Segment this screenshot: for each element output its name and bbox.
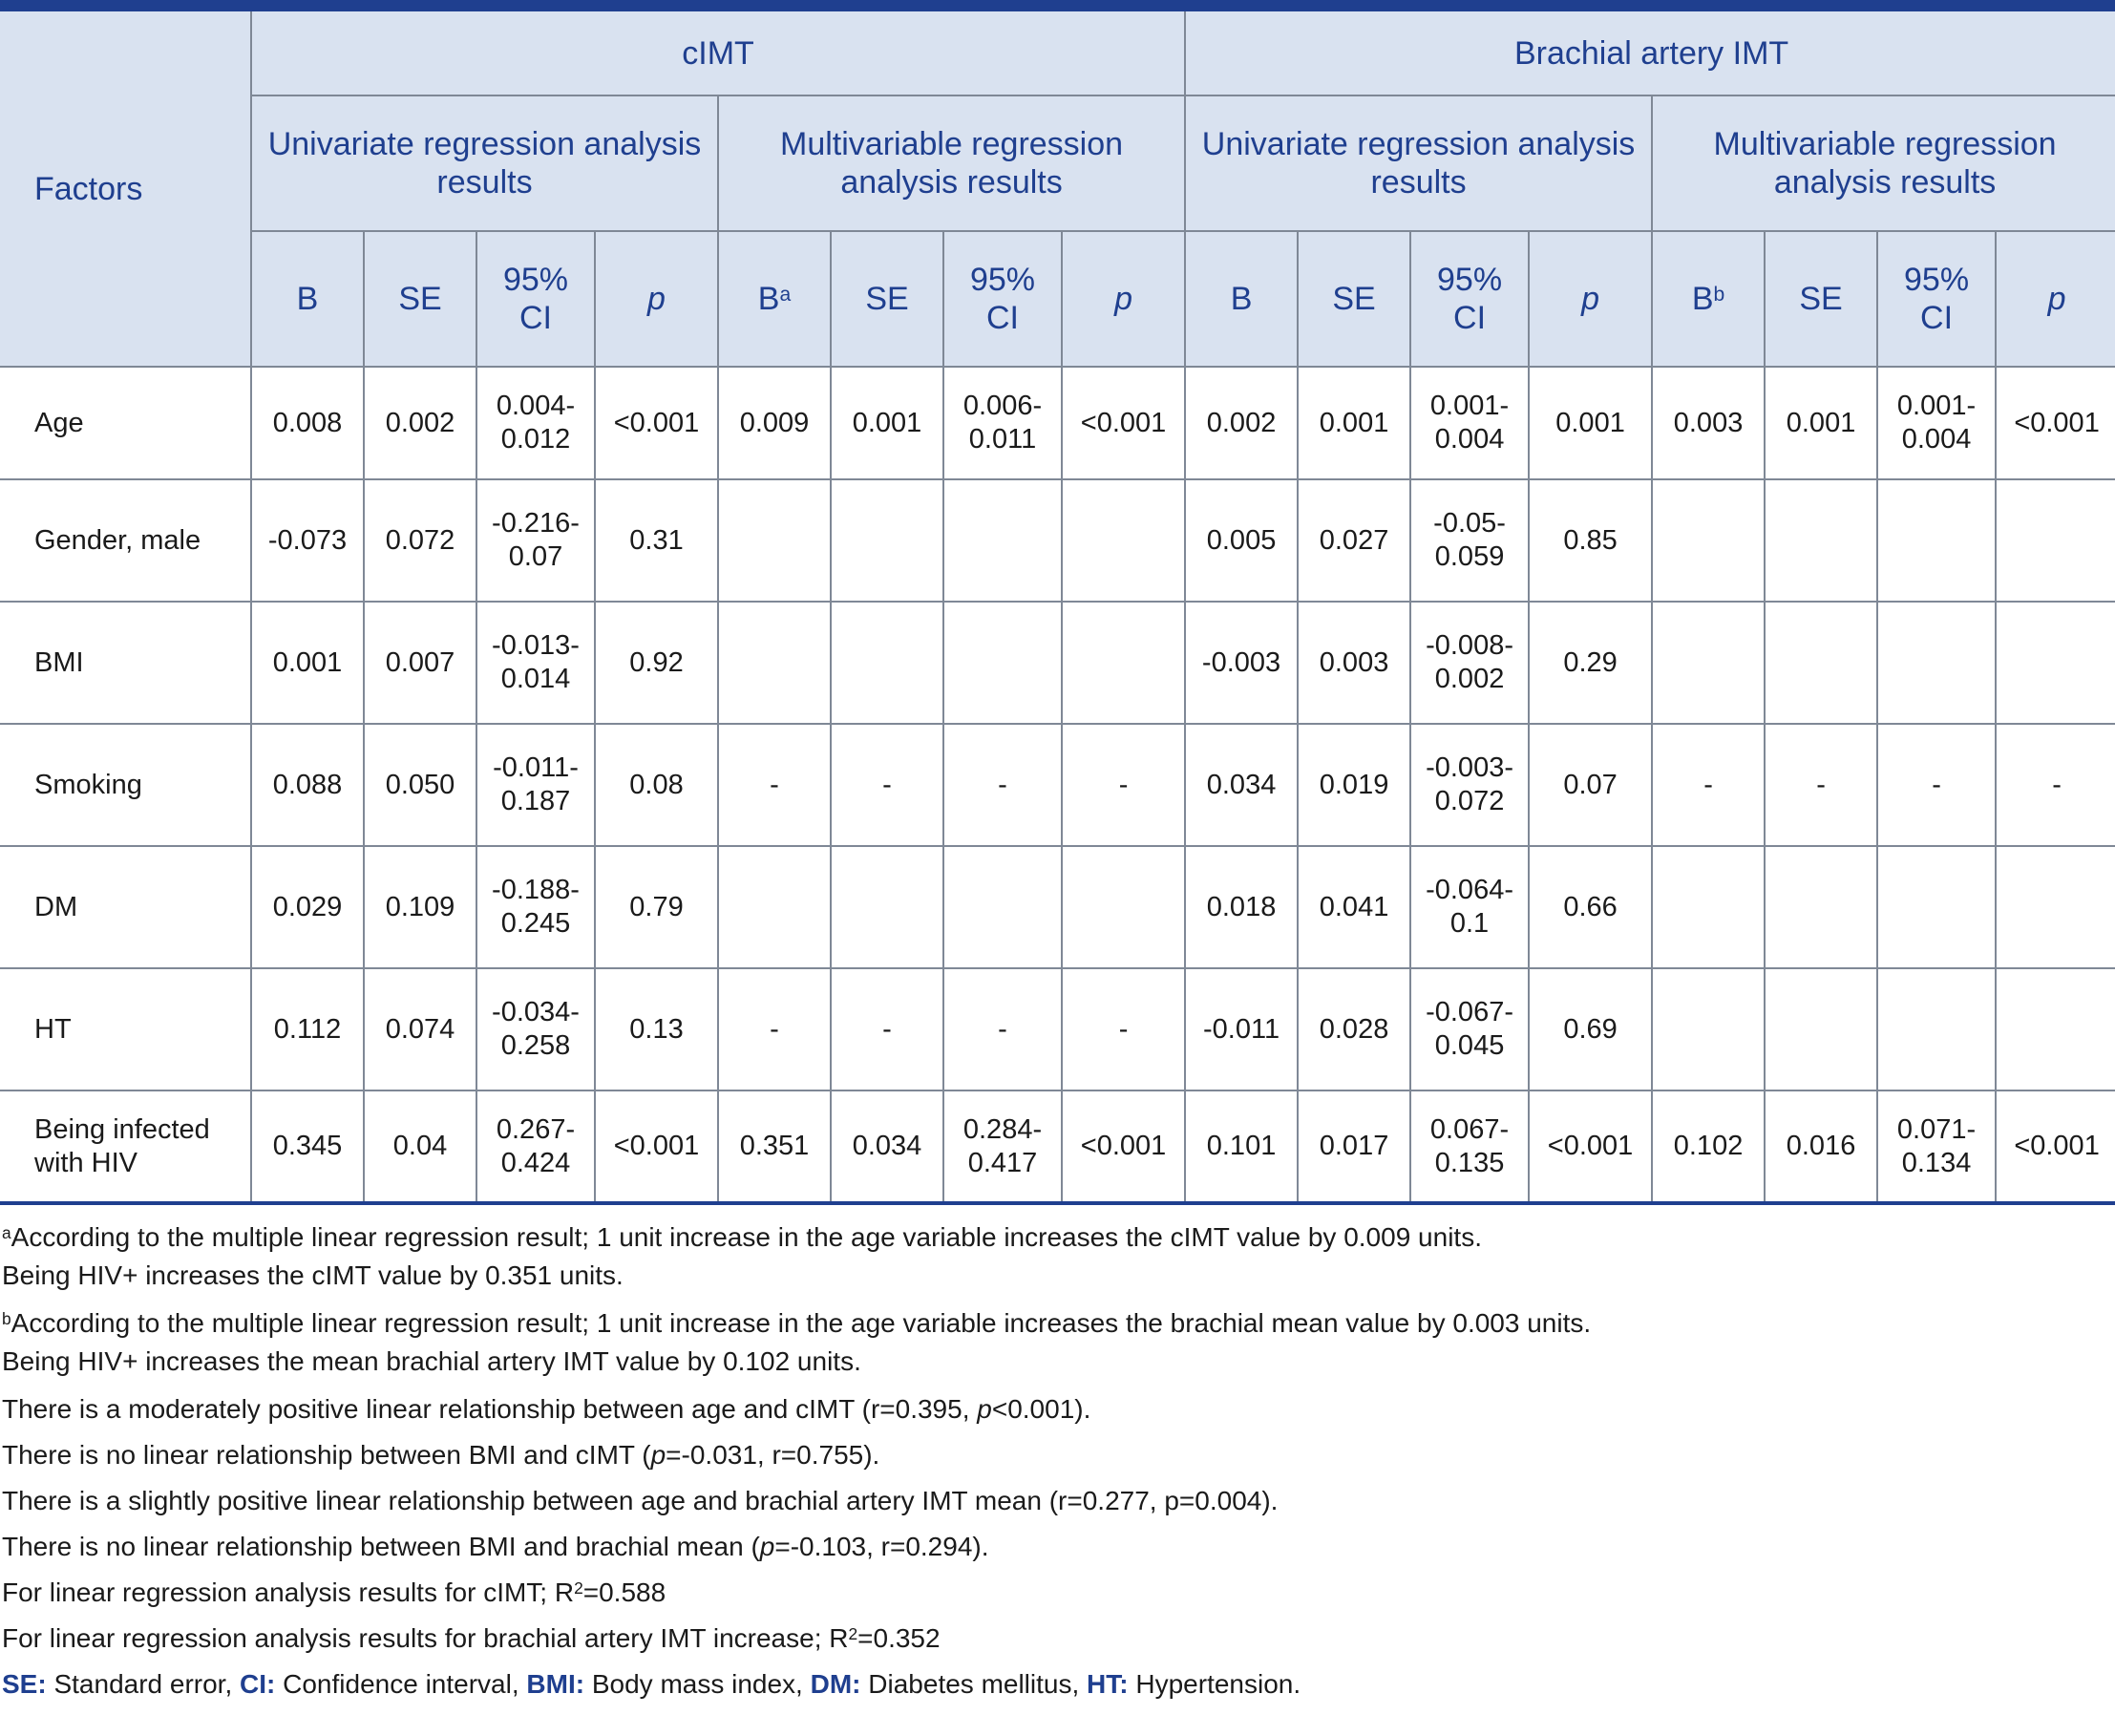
table-cell: - bbox=[1765, 724, 1877, 846]
table-row bbox=[0, 1090, 2115, 1203]
row-factor-label: HT bbox=[0, 968, 251, 1090]
col-p: p bbox=[1529, 231, 1652, 367]
table-cell: 0.071-0.134 bbox=[1877, 1090, 1996, 1203]
note-line-5: For linear regression analysis results for cIMT; $R^2=0.588$ bbox=[2, 1577, 666, 1607]
table-cell: -0.013-0.014 bbox=[476, 602, 595, 724]
table-cell: 0.13 bbox=[595, 968, 718, 1090]
row-factor-label: Being infected with HIV bbox=[0, 1090, 251, 1203]
footnote-mark-a: a bbox=[779, 283, 792, 306]
table-cell: - bbox=[1877, 724, 1996, 846]
table-cell: 0.92 bbox=[595, 602, 718, 724]
group-header-cimt: cIMT bbox=[251, 11, 1185, 95]
table-cell bbox=[831, 846, 943, 968]
table-cell bbox=[943, 846, 1062, 968]
table-cell: 0.69 bbox=[1529, 968, 1652, 1090]
footnote-a-line1: $^a$According to the multiple linear regression result; 1 unit increase in the age variable increases the cIMT value by 0.009 units. bbox=[2, 1222, 1482, 1252]
table-cell: 0.001 bbox=[1529, 367, 1652, 479]
footnote-a-line2: Being HIV+ increases the cIMT value by 0.351 units. bbox=[2, 1260, 624, 1290]
table-cell: -0.008-0.002 bbox=[1410, 602, 1529, 724]
table-cell: 0.112 bbox=[251, 968, 364, 1090]
table-cell: 0.034 bbox=[831, 1090, 943, 1203]
note-line-1: There is a moderately positive linear relationship between age and cIMT (r=0.395, p<0.001). bbox=[2, 1394, 1091, 1424]
row-factor-label: BMI bbox=[0, 602, 251, 724]
col-b-a: $B^a$ bbox=[718, 231, 831, 367]
table-cell: -0.003-0.072 bbox=[1410, 724, 1529, 846]
table-cell: -0.011 bbox=[1185, 968, 1298, 1090]
table-cell: 0.002 bbox=[1185, 367, 1298, 479]
table-cell: 0.001 bbox=[1765, 367, 1877, 479]
table-cell bbox=[718, 846, 831, 968]
table-cell bbox=[1877, 846, 1996, 968]
subheader-cimt-multivariable: Multivariable regression analysis results bbox=[718, 95, 1185, 231]
table-cell: 0.050 bbox=[364, 724, 476, 846]
table-cell bbox=[1765, 479, 1877, 602]
table-cell: - bbox=[943, 968, 1062, 1090]
note-line-2: There is no linear relationship between BMI and cIMT (p=-0.031, r=0.755). bbox=[2, 1440, 880, 1470]
table-cell bbox=[1765, 602, 1877, 724]
abbreviation-definition: Confidence interval, bbox=[275, 1669, 527, 1699]
col-se: SE bbox=[831, 231, 943, 367]
col-se: SE bbox=[1298, 231, 1410, 367]
table-cell: <0.001 bbox=[1529, 1090, 1652, 1203]
table-cell: 0.007 bbox=[364, 602, 476, 724]
footnote-b-line1: $^b$According to the multiple linear regression result; 1 unit increase in the age variable increases the brachial mean value by 0.003 units. bbox=[2, 1308, 1592, 1338]
table-row bbox=[0, 968, 2115, 1090]
table-cell: 0.041 bbox=[1298, 846, 1410, 968]
table-cell: 0.04 bbox=[364, 1090, 476, 1203]
table-cell: -0.003 bbox=[1185, 602, 1298, 724]
col-se: SE bbox=[364, 231, 476, 367]
table-cell bbox=[1996, 846, 2115, 968]
footnote-mark-b: b bbox=[1713, 283, 1725, 306]
table-cell: 0.001-0.004 bbox=[1410, 367, 1529, 479]
col-p: p bbox=[595, 231, 718, 367]
abbreviation-definition: Diabetes mellitus, bbox=[860, 1669, 1088, 1699]
table-cell bbox=[1877, 602, 1996, 724]
table-cell: 0.003 bbox=[1652, 367, 1765, 479]
table-cell: 0.006-0.011 bbox=[943, 367, 1062, 479]
note-line-3: There is a slightly positive linear relationship between age and brachial artery IMT mean (r=0.277, p=0.004). bbox=[2, 1486, 1279, 1515]
table-cell bbox=[1877, 968, 1996, 1090]
abbreviations-line bbox=[2, 1665, 2103, 1704]
table-row bbox=[0, 479, 2115, 602]
table-cell: 0.07 bbox=[1529, 724, 1652, 846]
note-line-6: For linear regression analysis results for brachial artery IMT increase; $R^2=0.352$ bbox=[2, 1623, 941, 1653]
note-line-4: There is no linear relationship between BMI and brachial mean (p=-0.103, r=0.294). bbox=[2, 1532, 989, 1561]
table-cell: 0.29 bbox=[1529, 602, 1652, 724]
table-cell: - bbox=[718, 724, 831, 846]
table-cell: 0.102 bbox=[1652, 1090, 1765, 1203]
table-cell: 0.002 bbox=[364, 367, 476, 479]
table-cell: - bbox=[1652, 724, 1765, 846]
table-cell: -0.073 bbox=[251, 479, 364, 602]
table-cell: - bbox=[943, 724, 1062, 846]
table-cell bbox=[943, 602, 1062, 724]
table-cell: 0.345 bbox=[251, 1090, 364, 1203]
table-cell: - bbox=[831, 724, 943, 846]
table-cell: 0.017 bbox=[1298, 1090, 1410, 1203]
table-cell: <0.001 bbox=[595, 1090, 718, 1203]
table-cell bbox=[831, 602, 943, 724]
table-cell: 0.66 bbox=[1529, 846, 1652, 968]
table-cell: - bbox=[1996, 724, 2115, 846]
row-factor-label: DM bbox=[0, 846, 251, 968]
table-cell bbox=[1765, 846, 1877, 968]
top-accent-bar bbox=[0, 0, 2115, 11]
subheader-brachial-multivariable: Multivariable regression analysis results bbox=[1652, 95, 2115, 231]
abbreviation-term: HT: bbox=[1087, 1669, 1129, 1699]
table-cell bbox=[1877, 479, 1996, 602]
table-cell: 0.074 bbox=[364, 968, 476, 1090]
col-se: SE bbox=[1765, 231, 1877, 367]
col-b-b: $B^b$ bbox=[1652, 231, 1765, 367]
table-cell bbox=[1062, 846, 1185, 968]
table-cell: -0.216-0.07 bbox=[476, 479, 595, 602]
table-cell: 0.004-0.012 bbox=[476, 367, 595, 479]
table-cell: 0.067-0.135 bbox=[1410, 1090, 1529, 1203]
table-cell: 0.029 bbox=[251, 846, 364, 968]
table-footnotes bbox=[2, 1218, 2103, 1704]
row-factor-label: Smoking bbox=[0, 724, 251, 846]
table-cell: -0.188-0.245 bbox=[476, 846, 595, 968]
table-cell: 0.016 bbox=[1765, 1090, 1877, 1203]
table-cell: 0.001 bbox=[1298, 367, 1410, 479]
abbreviation-term: SE: bbox=[2, 1669, 47, 1699]
table-cell: 0.101 bbox=[1185, 1090, 1298, 1203]
table-cell: 0.019 bbox=[1298, 724, 1410, 846]
table-row bbox=[0, 846, 2115, 968]
table-cell bbox=[1062, 479, 1185, 602]
abbreviation-term: CI: bbox=[240, 1669, 276, 1699]
table-cell: <0.001 bbox=[1996, 1090, 2115, 1203]
table-row bbox=[0, 724, 2115, 846]
col-ci: 95% CI bbox=[1877, 231, 1996, 367]
subheader-cimt-univariate: Univariate regression analysis results bbox=[251, 95, 718, 231]
table-cell bbox=[718, 479, 831, 602]
table-cell: <0.001 bbox=[1062, 1090, 1185, 1203]
table-cell: 0.001 bbox=[251, 602, 364, 724]
col-p: p bbox=[1062, 231, 1185, 367]
col-ci: 95% CI bbox=[943, 231, 1062, 367]
table-cell: 0.001-0.004 bbox=[1877, 367, 1996, 479]
abbreviation-definition: Hypertension. bbox=[1128, 1669, 1301, 1699]
col-b: B bbox=[1185, 231, 1298, 367]
table-cell bbox=[943, 479, 1062, 602]
table-row bbox=[0, 367, 2115, 479]
table-cell bbox=[1996, 968, 2115, 1090]
table-cell: 0.85 bbox=[1529, 479, 1652, 602]
subheader-brachial-univariate: Univariate regression analysis results bbox=[1185, 95, 1652, 231]
table-cell: 0.284-0.417 bbox=[943, 1090, 1062, 1203]
col-b: B bbox=[251, 231, 364, 367]
table-cell: 0.027 bbox=[1298, 479, 1410, 602]
table-cell: 0.088 bbox=[251, 724, 364, 846]
table-cell: 0.028 bbox=[1298, 968, 1410, 1090]
row-factor-label: Gender, male bbox=[0, 479, 251, 602]
table-cell bbox=[1996, 602, 2115, 724]
abbreviation-definition: Body mass index, bbox=[584, 1669, 811, 1699]
table-cell bbox=[1765, 968, 1877, 1090]
table-cell bbox=[718, 602, 831, 724]
table-cell: -0.067-0.045 bbox=[1410, 968, 1529, 1090]
table-cell: 0.009 bbox=[718, 367, 831, 479]
table-cell: -0.034-0.258 bbox=[476, 968, 595, 1090]
col-p: p bbox=[1996, 231, 2115, 367]
abbreviation-term: BMI: bbox=[526, 1669, 585, 1699]
factors-header: Factors bbox=[0, 11, 251, 367]
table-cell: 0.005 bbox=[1185, 479, 1298, 602]
table-cell bbox=[1996, 479, 2115, 602]
table-cell bbox=[1652, 846, 1765, 968]
col-ci: 95% CI bbox=[1410, 231, 1529, 367]
group-header-brachial: Brachial artery IMT bbox=[1185, 11, 2115, 95]
table-cell: 0.034 bbox=[1185, 724, 1298, 846]
table-cell: 0.109 bbox=[364, 846, 476, 968]
table-cell: <0.001 bbox=[1996, 367, 2115, 479]
table-cell: - bbox=[1062, 724, 1185, 846]
table-cell: 0.001 bbox=[831, 367, 943, 479]
table-cell: 0.79 bbox=[595, 846, 718, 968]
table-cell: 0.018 bbox=[1185, 846, 1298, 968]
table-cell: 0.351 bbox=[718, 1090, 831, 1203]
abbreviation-definition: Standard error, bbox=[46, 1669, 241, 1699]
table-cell: - bbox=[718, 968, 831, 1090]
table-cell: <0.001 bbox=[1062, 367, 1185, 479]
table-cell bbox=[1652, 479, 1765, 602]
table-cell: 0.008 bbox=[251, 367, 364, 479]
table-cell: -0.011-0.187 bbox=[476, 724, 595, 846]
table-cell bbox=[1652, 968, 1765, 1090]
table-cell bbox=[831, 479, 943, 602]
table-cell: -0.064-0.1 bbox=[1410, 846, 1529, 968]
table-cell: 0.08 bbox=[595, 724, 718, 846]
table-cell: 0.267-0.424 bbox=[476, 1090, 595, 1203]
footnote-b-line2: Being HIV+ increases the mean brachial artery IMT value by 0.102 units. bbox=[2, 1346, 861, 1376]
table-cell: - bbox=[831, 968, 943, 1090]
table-cell: - bbox=[1062, 968, 1185, 1090]
table-cell: 0.072 bbox=[364, 479, 476, 602]
table-cell: -0.05-0.059 bbox=[1410, 479, 1529, 602]
table-row bbox=[0, 602, 2115, 724]
table-cell: <0.001 bbox=[595, 367, 718, 479]
table-cell: 0.31 bbox=[595, 479, 718, 602]
table-cell: 0.003 bbox=[1298, 602, 1410, 724]
table-cell bbox=[1652, 602, 1765, 724]
table-cell bbox=[1062, 602, 1185, 724]
regression-table bbox=[0, 11, 2115, 1205]
row-factor-label: Age bbox=[0, 367, 251, 479]
col-ci: 95% CI bbox=[476, 231, 595, 367]
abbreviation-term: DM: bbox=[810, 1669, 861, 1699]
